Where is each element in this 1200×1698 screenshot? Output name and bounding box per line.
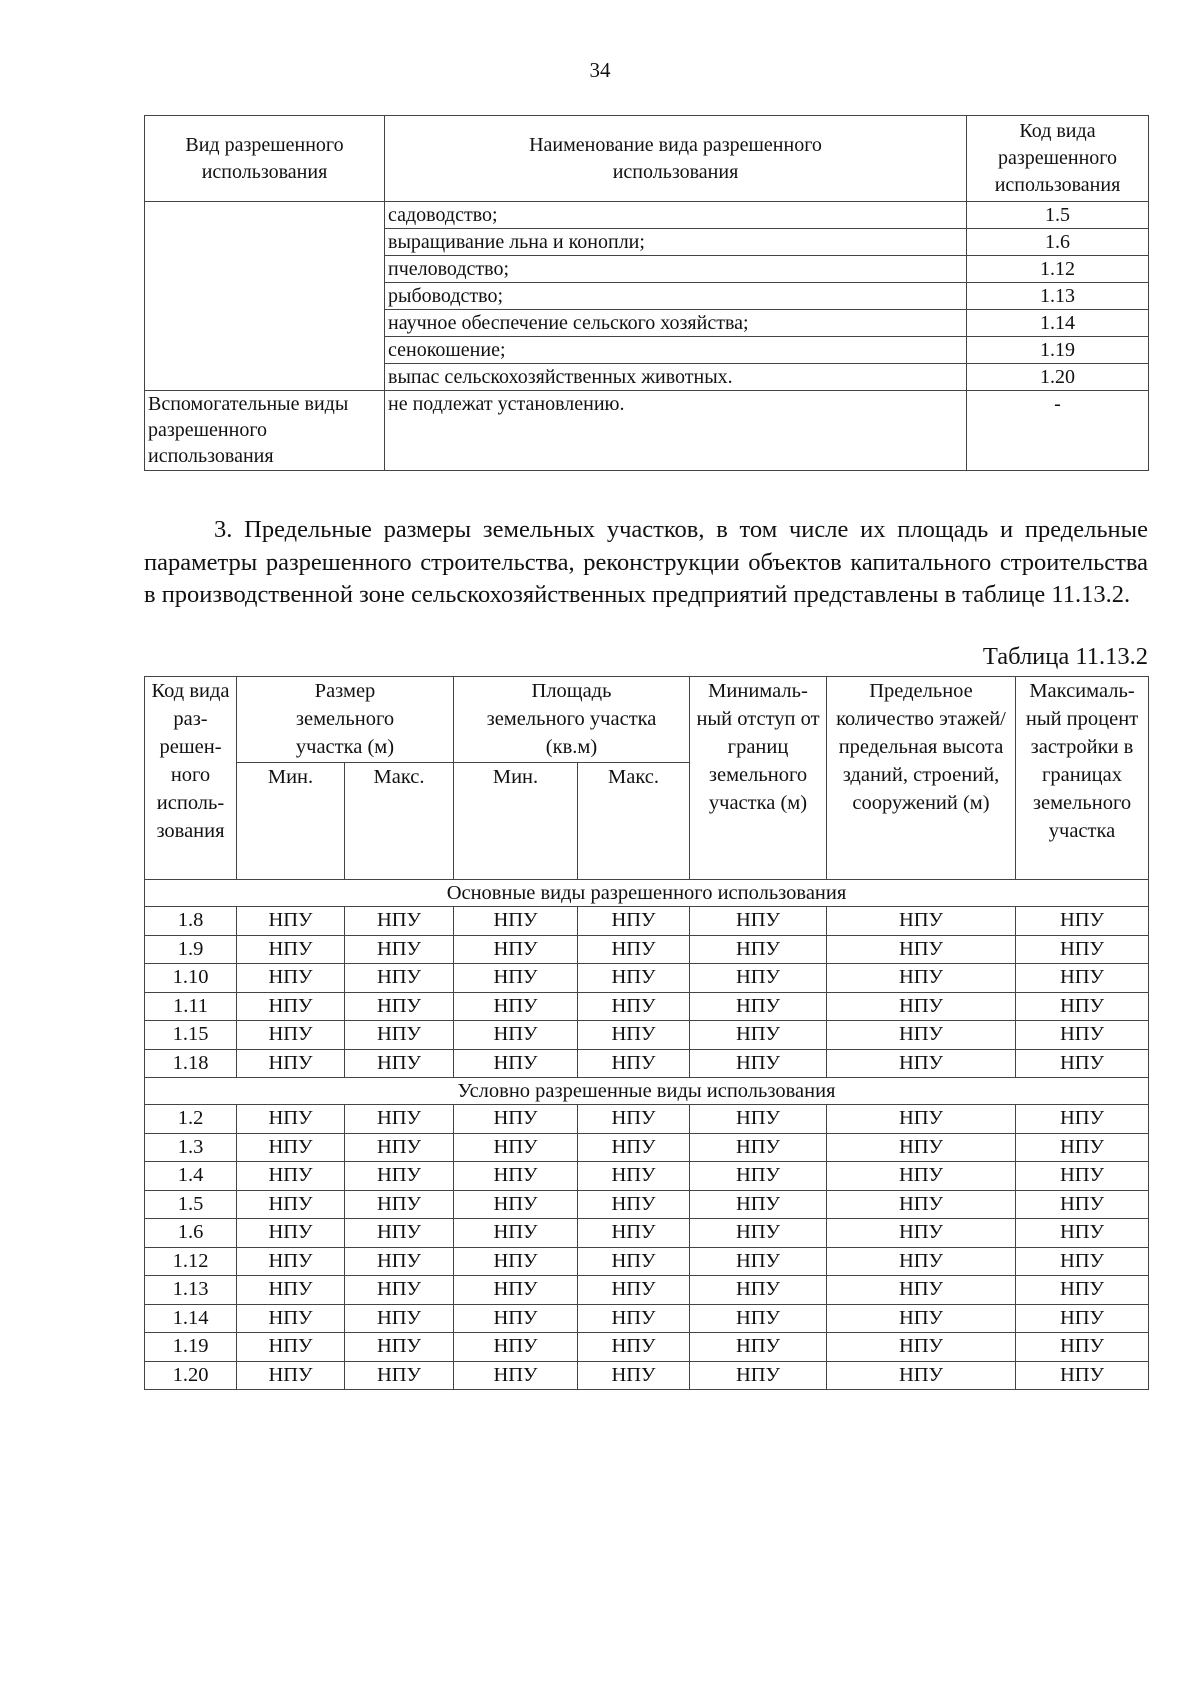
header-use-code: Код вида разрешенного использования [967, 116, 1149, 202]
value-cell: НПУ [1016, 964, 1149, 993]
value-cell: НПУ [827, 1190, 1016, 1219]
value-cell: НПУ [237, 1105, 345, 1134]
parameters-rows [145, 880, 1149, 1390]
value-cell: НПУ [237, 992, 345, 1021]
section-title: Основные виды разрешенного использования [145, 880, 1149, 907]
value-cell: НПУ [237, 1162, 345, 1191]
value-cell: НПУ [345, 1247, 454, 1276]
table-row [145, 1105, 1149, 1134]
value-cell: НПУ [827, 992, 1016, 1021]
value-cell: НПУ [578, 1361, 690, 1390]
value-cell: НПУ [345, 1190, 454, 1219]
value-cell: НПУ [454, 1021, 578, 1050]
table-row [145, 202, 1149, 229]
section-row [145, 880, 1149, 907]
value-cell: НПУ [690, 1219, 827, 1248]
header-area: Площадь земельного участка (кв.м) [454, 677, 690, 763]
value-cell: НПУ [454, 964, 578, 993]
value-cell: НПУ [578, 907, 690, 936]
value-cell: НПУ [690, 1021, 827, 1050]
value-cell: НПУ [454, 1049, 578, 1078]
use-name-cell: сенокошение; [385, 337, 967, 364]
value-cell: НПУ [690, 964, 827, 993]
table-row [145, 1049, 1149, 1078]
value-cell: НПУ [454, 1276, 578, 1305]
value-cell: НПУ [345, 935, 454, 964]
value-cell: НПУ [578, 1304, 690, 1333]
parameters-table [144, 676, 1149, 1390]
value-cell: НПУ [578, 1333, 690, 1362]
value-cell: НПУ [454, 1219, 578, 1248]
aux-use-name-cell: не подлежат установлению. [385, 391, 967, 471]
aux-use-code-cell: - [967, 391, 1149, 471]
value-cell: НПУ [237, 1276, 345, 1305]
value-cell: НПУ [827, 907, 1016, 936]
header-code: Код вида раз- решен- ного исполь- зования [145, 677, 237, 880]
value-cell: НПУ [454, 1247, 578, 1276]
table-row [145, 1162, 1149, 1191]
table-row [145, 1133, 1149, 1162]
value-cell: НПУ [454, 1333, 578, 1362]
value-cell: НПУ [1016, 1333, 1149, 1362]
value-cell: НПУ [237, 1190, 345, 1219]
code-cell: 1.10 [145, 964, 237, 993]
code-cell: 1.20 [145, 1361, 237, 1390]
value-cell: НПУ [578, 1049, 690, 1078]
value-cell: НПУ [237, 907, 345, 936]
table-row [145, 964, 1149, 993]
value-cell: НПУ [237, 1247, 345, 1276]
code-cell: 1.8 [145, 907, 237, 936]
value-cell: НПУ [454, 1304, 578, 1333]
code-cell: 1.12 [145, 1247, 237, 1276]
table-row [145, 1219, 1149, 1248]
value-cell: НПУ [454, 907, 578, 936]
value-cell: НПУ [578, 1190, 690, 1219]
value-cell: НПУ [827, 1361, 1016, 1390]
value-cell: НПУ [1016, 1049, 1149, 1078]
value-cell: НПУ [690, 935, 827, 964]
header-area-min: Мин. [454, 763, 578, 880]
value-cell: НПУ [690, 1133, 827, 1162]
table-row [145, 1276, 1149, 1305]
table-caption: Таблица 11.13.2 [982, 643, 1148, 670]
value-cell: НПУ [690, 1049, 827, 1078]
header-area-max: Макс. [578, 763, 690, 880]
permitted-use-rows [145, 202, 1149, 471]
section-title: Условно разрешенные виды использования [145, 1078, 1149, 1105]
value-cell: НПУ [1016, 992, 1149, 1021]
value-cell: НПУ [827, 964, 1016, 993]
value-cell: НПУ [345, 1304, 454, 1333]
value-cell: НПУ [345, 1049, 454, 1078]
value-cell: НПУ [237, 1219, 345, 1248]
header-floors: Предельное количество этажей/ предельная высота зданий, строений, сооружений (м) [827, 677, 1016, 880]
section-paragraph: 3. Предельные размеры земельных участков, в том числе их площадь и предельные параметры разрешенного строительства, реконструкции объектов капитального строительства в производственной зоне сельскохозяйственных предприятий представлены в таблице 11.13.2. [144, 516, 1148, 608]
table-row [145, 1333, 1149, 1362]
use-name-cell: выращивание льна и конопли; [385, 229, 967, 256]
value-cell: НПУ [1016, 1276, 1149, 1305]
value-cell: НПУ [237, 1021, 345, 1050]
value-cell: НПУ [345, 1021, 454, 1050]
value-cell: НПУ [578, 1247, 690, 1276]
code-cell: 1.11 [145, 992, 237, 1021]
value-cell: НПУ [827, 1247, 1016, 1276]
value-cell: НПУ [578, 1021, 690, 1050]
value-cell: НПУ [827, 1162, 1016, 1191]
value-cell: НПУ [578, 1105, 690, 1134]
value-cell: НПУ [827, 1304, 1016, 1333]
value-cell: НПУ [690, 992, 827, 1021]
code-cell: 1.14 [145, 1304, 237, 1333]
value-cell: НПУ [578, 1133, 690, 1162]
page-number: 34 [589, 58, 611, 82]
code-cell: 1.3 [145, 1133, 237, 1162]
section-row [145, 1078, 1149, 1105]
use-name-cell: садоводство; [385, 202, 967, 229]
header-use-type: Вид разрешенного использования [145, 116, 385, 202]
value-cell: НПУ [237, 964, 345, 993]
header-coverage: Максималь- ный процент застройки в границах земельного участка [1016, 677, 1149, 880]
value-cell: НПУ [827, 1333, 1016, 1362]
value-cell: НПУ [454, 1133, 578, 1162]
value-cell: НПУ [454, 992, 578, 1021]
table-row-auxiliary [145, 391, 1149, 471]
code-cell: 1.19 [145, 1333, 237, 1362]
value-cell: НПУ [578, 992, 690, 1021]
use-code-cell: 1.5 [967, 202, 1149, 229]
value-cell: НПУ [345, 1333, 454, 1362]
value-cell: НПУ [578, 935, 690, 964]
value-cell: НПУ [827, 935, 1016, 964]
value-cell: НПУ [578, 1219, 690, 1248]
value-cell: НПУ [345, 1276, 454, 1305]
table-row [145, 1361, 1149, 1390]
value-cell: НПУ [454, 935, 578, 964]
value-cell: НПУ [237, 1049, 345, 1078]
table-row [145, 1247, 1149, 1276]
permitted-use-table [144, 115, 1149, 471]
value-cell: НПУ [1016, 1247, 1149, 1276]
value-cell: НПУ [454, 1190, 578, 1219]
value-cell: НПУ [345, 1219, 454, 1248]
table-row [145, 907, 1149, 936]
value-cell: НПУ [827, 1133, 1016, 1162]
code-cell: 1.5 [145, 1190, 237, 1219]
value-cell: НПУ [237, 1333, 345, 1362]
header-size-max: Макс. [345, 763, 454, 880]
value-cell: НПУ [578, 1162, 690, 1191]
code-cell: 1.2 [145, 1105, 237, 1134]
value-cell: НПУ [237, 935, 345, 964]
use-name-cell: научное обеспечение сельского хозяйства; [385, 310, 967, 337]
value-cell: НПУ [690, 1333, 827, 1362]
header-setback: Минималь- ный отступ от границ земельного участка (м) [690, 677, 827, 880]
use-code-cell: 1.20 [967, 364, 1149, 391]
value-cell: НПУ [1016, 1304, 1149, 1333]
value-cell: НПУ [578, 964, 690, 993]
code-cell: 1.18 [145, 1049, 237, 1078]
value-cell: НПУ [827, 1049, 1016, 1078]
value-cell: НПУ [1016, 1190, 1149, 1219]
value-cell: НПУ [690, 1247, 827, 1276]
value-cell: НПУ [690, 1361, 827, 1390]
use-type-cell-empty [145, 202, 385, 391]
value-cell: НПУ [345, 1162, 454, 1191]
value-cell: НПУ [454, 1105, 578, 1134]
value-cell: НПУ [827, 1276, 1016, 1305]
value-cell: НПУ [1016, 935, 1149, 964]
aux-use-type-cell: Вспомогательные виды разрешенного использования [145, 391, 385, 471]
value-cell: НПУ [1016, 1021, 1149, 1050]
value-cell: НПУ [690, 1162, 827, 1191]
table-row [145, 1021, 1149, 1050]
use-name-cell: рыбоводство; [385, 283, 967, 310]
value-cell: НПУ [827, 1021, 1016, 1050]
use-code-cell: 1.19 [967, 337, 1149, 364]
value-cell: НПУ [345, 964, 454, 993]
value-cell: НПУ [345, 992, 454, 1021]
table-row [145, 935, 1149, 964]
value-cell: НПУ [237, 1361, 345, 1390]
table-row [145, 992, 1149, 1021]
value-cell: НПУ [345, 1361, 454, 1390]
table-row [145, 1190, 1149, 1219]
value-cell: НПУ [237, 1304, 345, 1333]
value-cell: НПУ [690, 1304, 827, 1333]
use-code-cell: 1.6 [967, 229, 1149, 256]
value-cell: НПУ [237, 1133, 345, 1162]
code-cell: 1.13 [145, 1276, 237, 1305]
use-code-cell: 1.12 [967, 256, 1149, 283]
table-row [145, 1304, 1149, 1333]
value-cell: НПУ [827, 1105, 1016, 1134]
value-cell: НПУ [1016, 1133, 1149, 1162]
value-cell: НПУ [345, 1133, 454, 1162]
header-use-name: Наименование вида разрешенного использования [385, 116, 967, 202]
use-name-cell: пчеловодство; [385, 256, 967, 283]
value-cell: НПУ [1016, 1219, 1149, 1248]
value-cell: НПУ [690, 1190, 827, 1219]
code-cell: 1.15 [145, 1021, 237, 1050]
value-cell: НПУ [690, 1105, 827, 1134]
value-cell: НПУ [578, 1276, 690, 1305]
value-cell: НПУ [1016, 1361, 1149, 1390]
value-cell: НПУ [1016, 1162, 1149, 1191]
value-cell: НПУ [827, 1219, 1016, 1248]
header-size-min: Мин. [237, 763, 345, 880]
use-code-cell: 1.14 [967, 310, 1149, 337]
value-cell: НПУ [454, 1162, 578, 1191]
value-cell: НПУ [690, 907, 827, 936]
value-cell: НПУ [1016, 1105, 1149, 1134]
code-cell: 1.9 [145, 935, 237, 964]
value-cell: НПУ [345, 907, 454, 936]
use-name-cell: выпас сельскохозяйственных животных. [385, 364, 967, 391]
code-cell: 1.4 [145, 1162, 237, 1191]
value-cell: НПУ [345, 1105, 454, 1134]
value-cell: НПУ [454, 1361, 578, 1390]
value-cell: НПУ [1016, 907, 1149, 936]
value-cell: НПУ [690, 1276, 827, 1305]
use-code-cell: 1.13 [967, 283, 1149, 310]
code-cell: 1.6 [145, 1219, 237, 1248]
header-size: Размер земельного участка (м) [237, 677, 454, 763]
